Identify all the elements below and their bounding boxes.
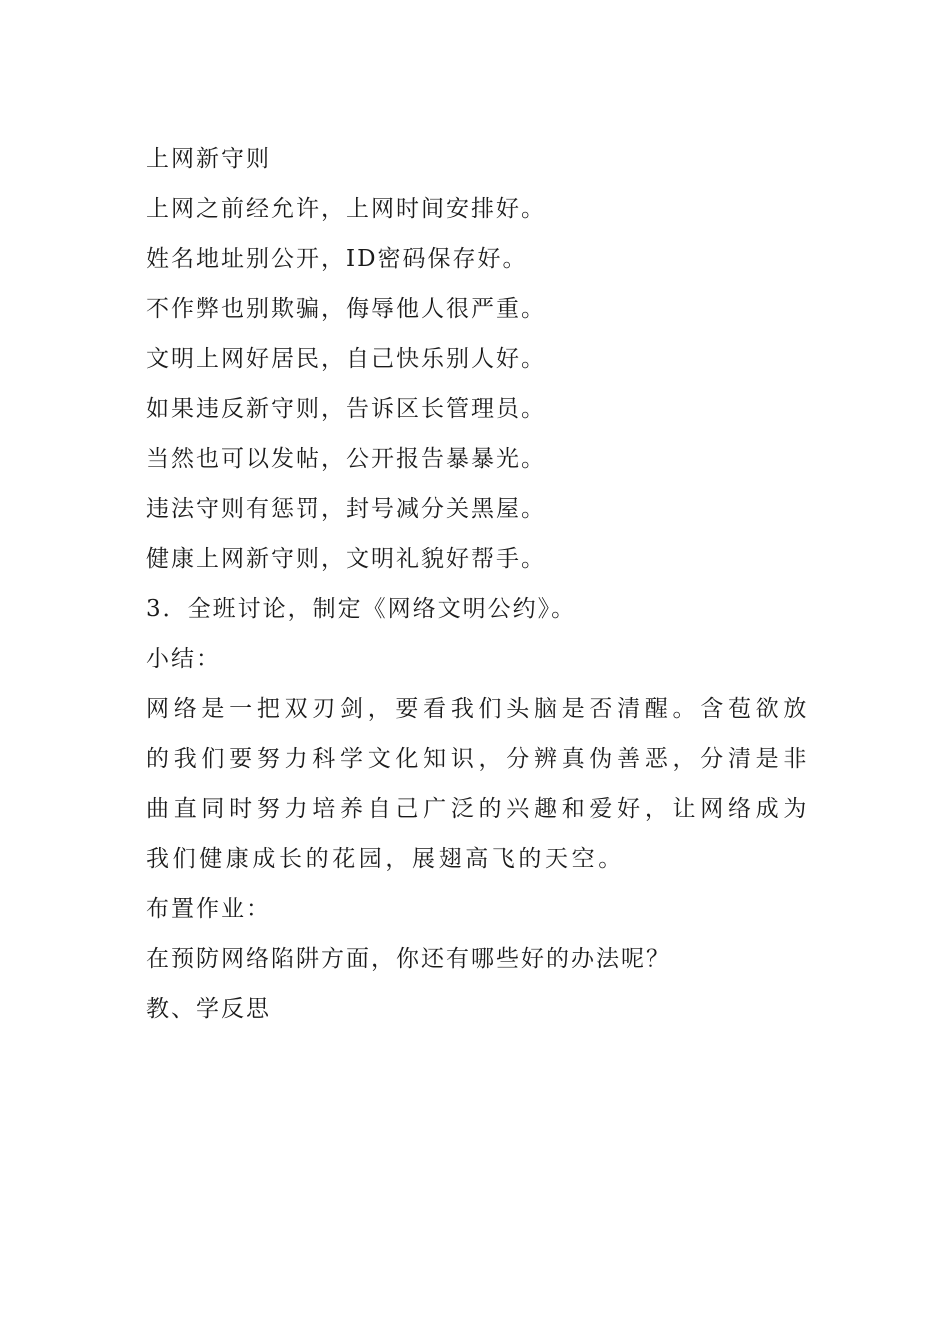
reflection-heading: 教、学反思	[146, 996, 271, 1022]
rule-line-5: 如果违反新守则，告诉区长管理员。	[146, 396, 546, 422]
rule-line-8: 健康上网新守则，文明礼貌好帮手。	[146, 546, 546, 572]
summary-heading: 小结：	[146, 646, 221, 672]
rule-line-7: 违法守则有惩罚，封号减分关黑屋。	[146, 496, 546, 522]
rule-line-1: 上网之前经允许，上网时间安排好。	[146, 196, 546, 222]
document-body	[146, 134, 810, 1034]
rule-line-4: 文明上网好居民，自己快乐别人好。	[146, 346, 546, 372]
rule-line-2: 姓名地址别公开，ID密码保存好。	[146, 246, 528, 272]
discussion-item: 3．全班讨论，制定《网络文明公约》。	[146, 596, 577, 622]
homework-question: 在预防网络陷阱方面，你还有哪些好的办法呢？	[146, 946, 671, 972]
homework-heading: 布置作业：	[146, 896, 271, 922]
rule-line-3: 不作弊也别欺骗，侮辱他人很严重。	[146, 296, 546, 322]
rule-line-6: 当然也可以发帖，公开报告暴暴光。	[146, 446, 546, 472]
section-title: 上网新守则	[146, 146, 271, 172]
summary-paragraph: 网络是一把双刃剑，要看我们头脑是否清醒。含苞欲放的我们要努力科学文化知识，分辨真伪善恶，分清是非曲直同时努力培养自己广泛的兴趣和爱好，让网络成为我们健康成长的花园，展翅高飞的天空。	[146, 696, 810, 872]
